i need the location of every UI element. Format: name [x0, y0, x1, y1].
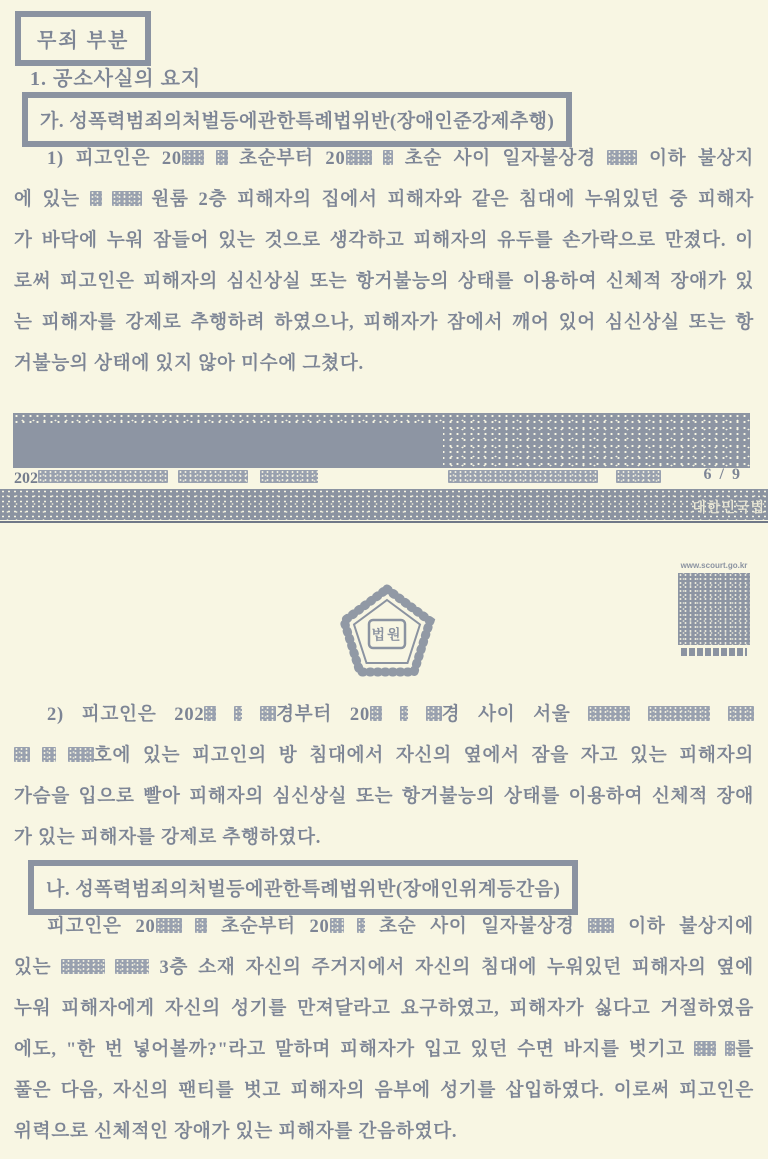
text-line: 에도, "한 번 넣어볼까?"라고 말하며 피해자가 입고 있던 수면 바지를 벗기고 를	[14, 1040, 754, 1060]
scourt-url-label: www.scourt.go.kr	[680, 561, 748, 570]
redaction-blob	[14, 747, 30, 762]
redaction-blob	[38, 470, 168, 483]
redaction-blob	[178, 470, 248, 483]
redaction-blob	[330, 918, 344, 933]
republic-of-korea-court-watermark: 대한민국법	[692, 501, 765, 516]
redaction-blob	[156, 918, 182, 933]
redaction-blob	[216, 150, 228, 165]
text-line: 누워 피해자에게 자신의 성기를 만져달라고 요구하였고, 피해자가 싫다고 거절하였음	[14, 999, 754, 1019]
redaction-blob	[357, 918, 365, 933]
text-line: 2) 피고인은 202 경부터 20 경 사이 서울	[14, 695, 754, 736]
text-line: 풀은 다음, 자신의 팬티를 벗고 피해자의 음부에 성기를 삽입하였다. 이로써 피고인은	[14, 1081, 754, 1101]
redaction-blob	[61, 959, 105, 974]
text-line: 가슴을 입으로 빨아 피해자의 심신상실 또는 항거불능의 상태를 이용하여 신체적 장애	[14, 787, 754, 807]
text-line: 1) 피고인은 20 초순부터 20 초순 사이 일자불상경 이하 불상지	[47, 149, 754, 169]
redaction-blob	[42, 747, 56, 762]
solid-redaction-block	[15, 427, 443, 468]
scan-artifact-band	[0, 489, 768, 520]
redaction-blob	[426, 706, 442, 721]
redaction-blob	[260, 706, 276, 721]
charge-a-paragraph-2	[14, 695, 754, 859]
redaction-blob	[694, 1041, 716, 1056]
redaction-blob	[68, 747, 94, 762]
redaction-blob	[260, 470, 318, 483]
verdict-heading-label: 무죄 부분	[37, 30, 130, 52]
gap	[168, 482, 178, 483]
seal-text: 법원	[371, 628, 403, 644]
verification-barcode-block	[678, 573, 750, 645]
redaction-blob	[182, 150, 204, 165]
text-line: 가 바닥에 누워 잠들어 있는 것으로 생각하고 피해자의 유두를 손가락으로 만졌다. 이	[14, 231, 754, 251]
redaction-blob	[90, 191, 102, 206]
verdict-heading-box	[15, 11, 151, 66]
text-line: 에 있는 원룸 2층 피해자의 집에서 피해자와 같은 침대에 누워있던 중 피해자	[14, 190, 754, 210]
text-line: 호에 있는 피고인의 방 침대에서 자신의 옆에서 잠을 자고 있는 피해자의	[14, 736, 754, 777]
redaction-blob	[370, 706, 382, 721]
redacted-date-line: 202	[14, 470, 661, 488]
band-underline	[0, 521, 768, 523]
e-document-verification	[676, 561, 752, 656]
redaction-blob	[112, 191, 142, 206]
redaction-blob	[588, 918, 614, 933]
redaction-blob	[383, 150, 393, 165]
page-number: 6 / 9	[703, 466, 742, 483]
text-line: 있는 3층 소재 자신의 주거지에서 자신의 침대에 누워있던 피해자의 옆에	[14, 958, 754, 978]
charge-b-paragraph	[14, 907, 754, 1153]
text-line: 거불능의 상태에 있지 않아 미수에 그쳤다.	[14, 354, 364, 374]
redaction-blob	[607, 150, 637, 165]
redaction-blob	[725, 1041, 735, 1056]
redaction-blob	[204, 706, 216, 721]
text-line: 위력으로 신체적인 장애가 있는 피해자를 간음하였다.	[14, 1122, 458, 1142]
gap	[318, 482, 448, 483]
redaction-blob	[400, 706, 408, 721]
text-line: 가 있는 피해자를 강제로 추행하였다.	[14, 828, 322, 848]
redaction-blob	[115, 959, 149, 974]
redaction-blob	[588, 706, 630, 721]
court-seal-stamp	[338, 582, 436, 684]
verification-serial-strip	[681, 648, 747, 656]
text-line: 피고인은 20 초순부터 20 초순 사이 일자불상경 이하 불상지에	[47, 917, 754, 937]
charge-b-heading-label: 나. 성폭력범죄의처벌등에관한특례법위반(장애인위계등간음)	[46, 879, 561, 900]
charge-a-heading-label: 가. 성폭력범죄의처벌등에관한특례법위반(장애인준강제추행)	[40, 111, 555, 132]
text-line: 는 피해자를 강제로 추행하려 하였으나, 피해자가 잠에서 깨어 있어 심신상실 또는 항	[14, 313, 754, 333]
section-heading: 1. 공소사실의 요지	[30, 68, 202, 90]
redacted-noise-band	[13, 413, 750, 468]
redaction-blob	[648, 706, 710, 721]
redaction-blob	[195, 918, 207, 933]
redaction-blob	[728, 706, 754, 721]
redaction-blob	[616, 470, 661, 483]
redaction-blob	[346, 150, 372, 165]
redaction-blob	[448, 470, 598, 483]
redaction-blob	[234, 706, 242, 721]
text-line: 로써 피고인은 피해자의 심신상실 또는 항거불능의 상태를 이용하여 신체적 장애가 있	[14, 272, 754, 292]
charge-a-paragraph-1	[14, 139, 754, 385]
gap	[598, 482, 616, 483]
gap	[248, 482, 260, 483]
